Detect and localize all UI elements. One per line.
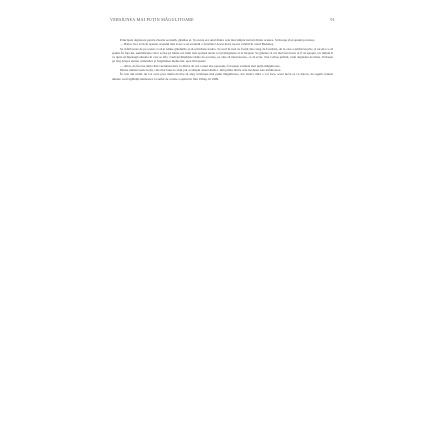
paragraph: În cele din urmă, nu voi avea prea multe motive să aleg versiunea mai puțin măgulitoare, dar atunci când o voi face, acest lucru se va datora, de regulă, naturii umane, nu fragilității memoriei. O astfel de ocazie a apărut în Sun Valley, în 1999. — [112, 72, 333, 81]
paragraph: Se ridică treaz de pe scaun ca să și adune gândurile și să-și încheie treaba. Se urcă în tren cu fostul său coleg de facultate, de la care a primit un plic, și nu știa ce să spună. În fața lui, semnificația celor scrise pe hârtie era mult mai aprinsă decât ce își imaginase el la început. Se gândea că cel mai bun lucru ar fi să aștepte, iar timpul îl va ajuta să înțeleagă situația în care se afla. Cum își împărțise ideile de poveste, pe cine să intervieveze, ce să scrie, cine vorbea primul, totul depindea de mine. Vorbește pe larg despre natura oamenilor și fragilitatea memoriei, apoi îmi spune: — [112, 46, 333, 64]
body-text — [112, 38, 333, 81]
page-number: 91 — [330, 17, 335, 22]
running-title: VERSIUNEA MAI PUȚIN MĂGULITOARE — [110, 17, 194, 22]
paragraph: — Babac m-a scris în spatele orașului mai avea ce să ascundă o facultate! Acest lucru nu era valabil în cazul Berkeley. — [120, 42, 274, 47]
paragraph: Principala deplasare pentru chestia secundă, gândise el. Și acesta era unul dintre cele mai simple lucruri dintre acestea. Și începe să și spună povestea. — [120, 38, 315, 42]
paragraph: Dintre numeroasele lecții, cele mai bune le obții pur și simplu observându-l. Iată prima dintre cele modeste este următoarea. — [120, 68, 282, 73]
paragraph: — Alice, de fiecare dată când versiunea mea va difera de cea a unei alte persoane, folosește varianta mai puțin măgulitoare. — [120, 63, 281, 68]
running-head — [110, 17, 335, 27]
